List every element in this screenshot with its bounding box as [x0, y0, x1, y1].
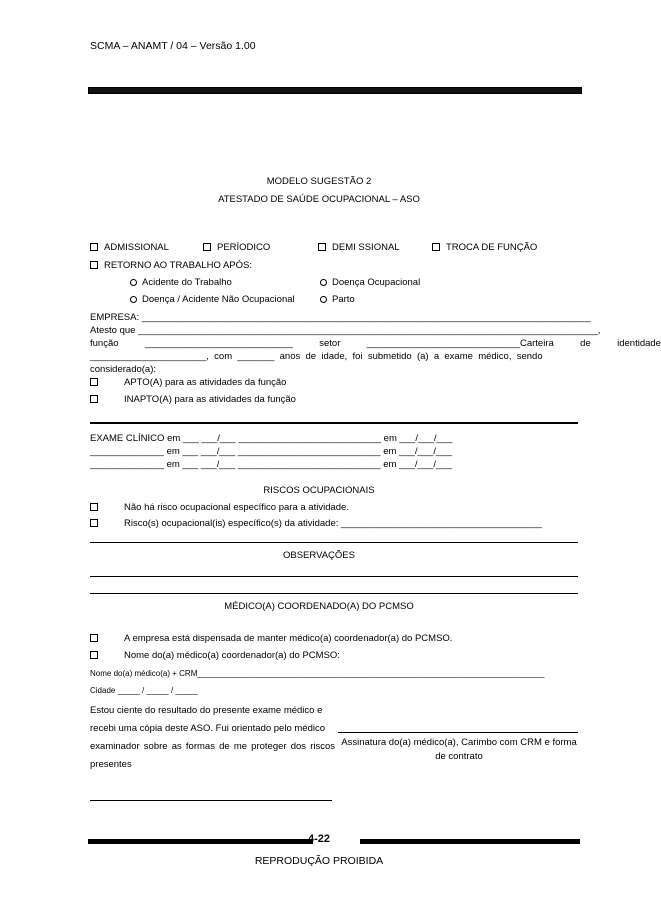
observacoes-line[interactable] — [90, 576, 578, 577]
exame-line[interactable]: ______________ em ___ ___/___ ___________________________ em ___/___/___ — [90, 459, 452, 470]
idade-field[interactable]: ______________________, com _______ anos de idade, foi submetido (a) a exame médico, sendo — [90, 351, 543, 362]
checkbox-icon — [90, 243, 98, 251]
checkbox-icon — [90, 519, 98, 527]
funcao-field[interactable]: função ____________________________ setor _____________________________Carteira de identidade — [90, 338, 661, 349]
header-rule — [88, 87, 582, 94]
checkbox-apto[interactable]: APTO(A) para as atividades da função — [90, 377, 286, 388]
radio-icon — [320, 279, 327, 286]
checkbox-icon — [90, 378, 98, 386]
empresa-field[interactable]: EMPRESA: _____________________________________________________________________________________ — [90, 312, 591, 323]
form-title: ATESTADO DE SAÚDE OCUPACIONAL – ASO — [218, 194, 420, 205]
section-divider — [90, 422, 578, 424]
checkbox-icon — [90, 395, 98, 403]
radio-parto[interactable]: Parto — [320, 294, 355, 305]
ciente-text: Estou ciente do resultado do presente exame médico e recebi uma cópia deste ASO. Fui orientado pelo médico examinador sobre as formas de me proteger dos riscos presentes — [90, 705, 335, 770]
blank-line[interactable] — [90, 542, 578, 543]
document-header: SCMA – ANAMT / 04 – Versão 1.00 — [90, 40, 256, 52]
atesto-field[interactable]: Atesto que _______________________________________________________________________________________, — [90, 325, 601, 336]
observacoes-title: OBSERVAÇÕES — [283, 550, 355, 561]
checkbox-icon — [432, 243, 440, 251]
radio-icon — [130, 279, 137, 286]
radio-acidente-trabalho[interactable]: Acidente do Trabalho — [130, 277, 232, 288]
signature-line[interactable] — [338, 732, 578, 733]
footer-notice: REPRODUÇÃO PROIBIDA — [254, 855, 384, 867]
checkbox-retorno[interactable]: RETORNO AO TRABALHO APÓS: — [90, 260, 252, 271]
radio-doenca-nao-ocupacional[interactable]: Doença / Acidente Não Ocupacional — [130, 294, 295, 305]
checkbox-periodico[interactable]: PERÍODICO — [203, 242, 270, 253]
radio-icon — [320, 296, 327, 303]
checkbox-icon — [318, 243, 326, 251]
crm-field[interactable]: Nome do(a) médico(a) + CRM______________________________________________________________________________ — [90, 669, 545, 678]
cidade-field[interactable]: Cidade _____ / _____ / _____ — [90, 686, 198, 695]
checkbox-icon — [90, 503, 98, 511]
checkbox-icon — [90, 261, 98, 269]
checkbox-icon — [90, 634, 98, 642]
checkbox-icon — [90, 651, 98, 659]
radio-doenca-ocupacional[interactable]: Doença Ocupacional — [320, 277, 420, 288]
page-number: 4-22 — [307, 833, 331, 845]
checkbox-sem-risco[interactable]: Não há risco ocupacional específico para a atividade. — [90, 502, 349, 513]
observacoes-line[interactable] — [90, 593, 578, 594]
checkbox-dispensada[interactable]: A empresa está dispensada de manter médico(a) coordenador(a) do PCMSO. — [90, 633, 452, 644]
medico-title: MÉDICO(A) COORDENADO(A) DO PCMSO — [224, 601, 414, 612]
checkbox-inapto[interactable]: INAPTO(A) para as atividades da função — [90, 394, 296, 405]
checkbox-troca-funcao[interactable]: TROCA DE FUNÇÃO — [432, 242, 537, 253]
exame-clinico-line[interactable]: EXAME CLÍNICO em ___ ___/___ ___________________________ em ___/___/___ — [90, 433, 453, 444]
exame-line[interactable]: ______________ em ___ ___/___ ___________________________ em ___/___/___ — [90, 446, 452, 457]
considerado-label: considerado(a): — [90, 364, 157, 375]
checkbox-nome-medico[interactable]: Nome do(a) médico(a) coordenador(a) do PCMSO: — [90, 650, 340, 661]
checkbox-com-risco[interactable]: Risco(s) ocupacional(is) específico(s) da atividade: ______________________________________ — [90, 518, 578, 529]
checkbox-demissional[interactable]: DEMI SSIONAL — [318, 242, 400, 253]
radio-icon — [130, 296, 137, 303]
employee-signature-line[interactable] — [90, 800, 332, 801]
signature-label: Assinatura do(a) médico(a), Carimbo com CRM e forma de contrato — [341, 737, 577, 762]
checkbox-icon — [203, 243, 211, 251]
model-label: MODELO SUGESTÃO 2 — [266, 176, 372, 187]
riscos-title: RISCOS OCUPACIONAIS — [263, 485, 375, 496]
checkbox-admissional[interactable]: ADMISSIONAL — [90, 242, 169, 253]
